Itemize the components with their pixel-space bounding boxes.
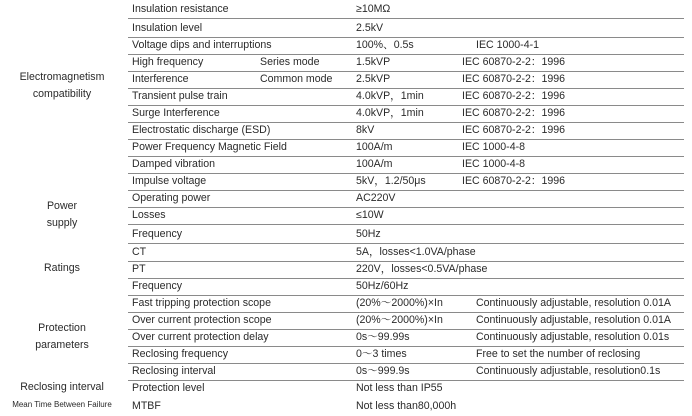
- row-value: 5kV，1.2/50μs: [356, 175, 426, 187]
- row-item: High frequency: [132, 56, 204, 68]
- row-note: Continuously adjustable, resolution 0.01A: [476, 297, 671, 309]
- row-item: Over current protection delay: [132, 331, 269, 343]
- row-item: MTBF: [132, 400, 161, 412]
- row-item: Transient pulse train: [132, 90, 228, 102]
- row-note: Free to set the number of reclosing: [476, 348, 641, 360]
- row-item: Voltage dips and interruptions: [132, 39, 272, 51]
- table-row: [128, 206, 684, 225]
- row-item: Insulation level: [132, 22, 203, 34]
- row-item: Interference: [132, 73, 189, 85]
- row-item: Over current protection scope: [132, 314, 272, 326]
- row-value: 8kV: [356, 124, 375, 136]
- group-label-mtbf: [0, 396, 124, 413]
- row-value: Not less than80,000h: [356, 400, 457, 412]
- row-item: Protection level: [132, 382, 205, 394]
- row-value: 0s～999.9s: [356, 365, 410, 377]
- row-value: Not less than IP55: [356, 382, 443, 394]
- table-row: [128, 0, 684, 19]
- row-value: 100A/m: [356, 141, 393, 153]
- row-value: 220V，losses<0.5VA/phase: [356, 263, 488, 275]
- group-label-ratings: [0, 260, 124, 277]
- row-item: Reclosing frequency: [132, 348, 228, 360]
- row-item: Reclosing interval: [132, 365, 216, 377]
- row-standard: IEC 60870-2-2：1996: [462, 175, 566, 187]
- group-label-line: supply: [46, 217, 78, 229]
- row-item: Damped vibration: [132, 158, 216, 170]
- row-note: Continuously adjustable, resolution 0.01A: [476, 314, 671, 326]
- row-standard: IEC 1000-4-8: [462, 158, 526, 170]
- table-row: [128, 379, 684, 398]
- row-sub-item: Common mode: [260, 73, 333, 85]
- row-note: Continuously adjustable, resolution0.1s: [476, 365, 661, 377]
- group-label-line: Power: [46, 200, 78, 212]
- row-value: 4.0kVP，1min: [356, 107, 424, 119]
- group-label-line: parameters: [35, 339, 89, 351]
- row-item: Fast tripping protection scope: [132, 297, 271, 309]
- group-label-protection: [0, 320, 124, 354]
- row-value: 1.5kVP: [356, 56, 391, 68]
- row-standard: IEC 60870-2-2：1996: [462, 90, 566, 102]
- row-sub-item: Series mode: [260, 56, 320, 68]
- row-standard: IEC 1000-4-1: [476, 39, 540, 51]
- row-standard: IEC 60870-2-2：1996: [462, 107, 566, 119]
- row-item: Impulse voltage: [132, 175, 207, 187]
- row-value: 100A/m: [356, 158, 393, 170]
- row-value: ≤10W: [356, 209, 384, 221]
- row-value: (20%～2000%)×In: [356, 314, 443, 326]
- row-value: 0s～99.99s: [356, 331, 410, 343]
- row-item: Surge Interference: [132, 107, 220, 119]
- row-item: Frequency: [132, 280, 183, 292]
- row-item: Insulation resistance: [132, 3, 229, 15]
- row-value: 4.0kVP，1min: [356, 90, 424, 102]
- table-row: [128, 397, 684, 416]
- row-standard: IEC 1000-4-8: [462, 141, 526, 153]
- group-label-line: Mean Time Between Failure: [12, 400, 112, 409]
- row-value: 0～3 times: [356, 348, 407, 360]
- group-label-line: Reclosing interval: [20, 381, 104, 393]
- row-value: 2.5kVP: [356, 73, 391, 85]
- row-item: CT: [132, 246, 147, 258]
- table-row: [128, 225, 684, 244]
- row-note: Continuously adjustable, resolution 0.01s: [476, 331, 670, 343]
- row-value: ≥10MΩ: [356, 3, 391, 15]
- group-label-line: Ratings: [44, 262, 80, 274]
- row-item: PT: [132, 263, 146, 275]
- group-label-power-supply: [0, 198, 124, 232]
- row-item: Operating power: [132, 192, 211, 204]
- row-value: 5A，losses<1.0VA/phase: [356, 246, 476, 258]
- group-label-line: Protection: [38, 322, 86, 334]
- row-standard: IEC 60870-2-2：1996: [462, 73, 566, 85]
- row-standard: IEC 60870-2-2：1996: [462, 56, 566, 68]
- row-value: 50Hz: [356, 228, 381, 240]
- group-label-line: compatibility: [32, 88, 92, 100]
- row-item: Losses: [132, 209, 166, 221]
- row-standard: IEC 60870-2-2：1996: [462, 124, 566, 136]
- row-value: 2.5kV: [356, 22, 384, 34]
- row-value: AC220V: [356, 192, 396, 204]
- row-item: Frequency: [132, 228, 183, 240]
- row-item: Electrostatic discharge (ESD): [132, 124, 271, 136]
- row-value: 50Hz/60Hz: [356, 280, 409, 292]
- group-label-reclosing-interval: [0, 379, 124, 396]
- group-label-emc: [0, 69, 124, 103]
- row-item: Power Frequency Magnetic Field: [132, 141, 287, 153]
- group-label-line: Electromagnetism: [19, 71, 105, 83]
- row-value: (20%～2000%)×In: [356, 297, 443, 309]
- row-value: 100%、0.5s: [356, 39, 414, 51]
